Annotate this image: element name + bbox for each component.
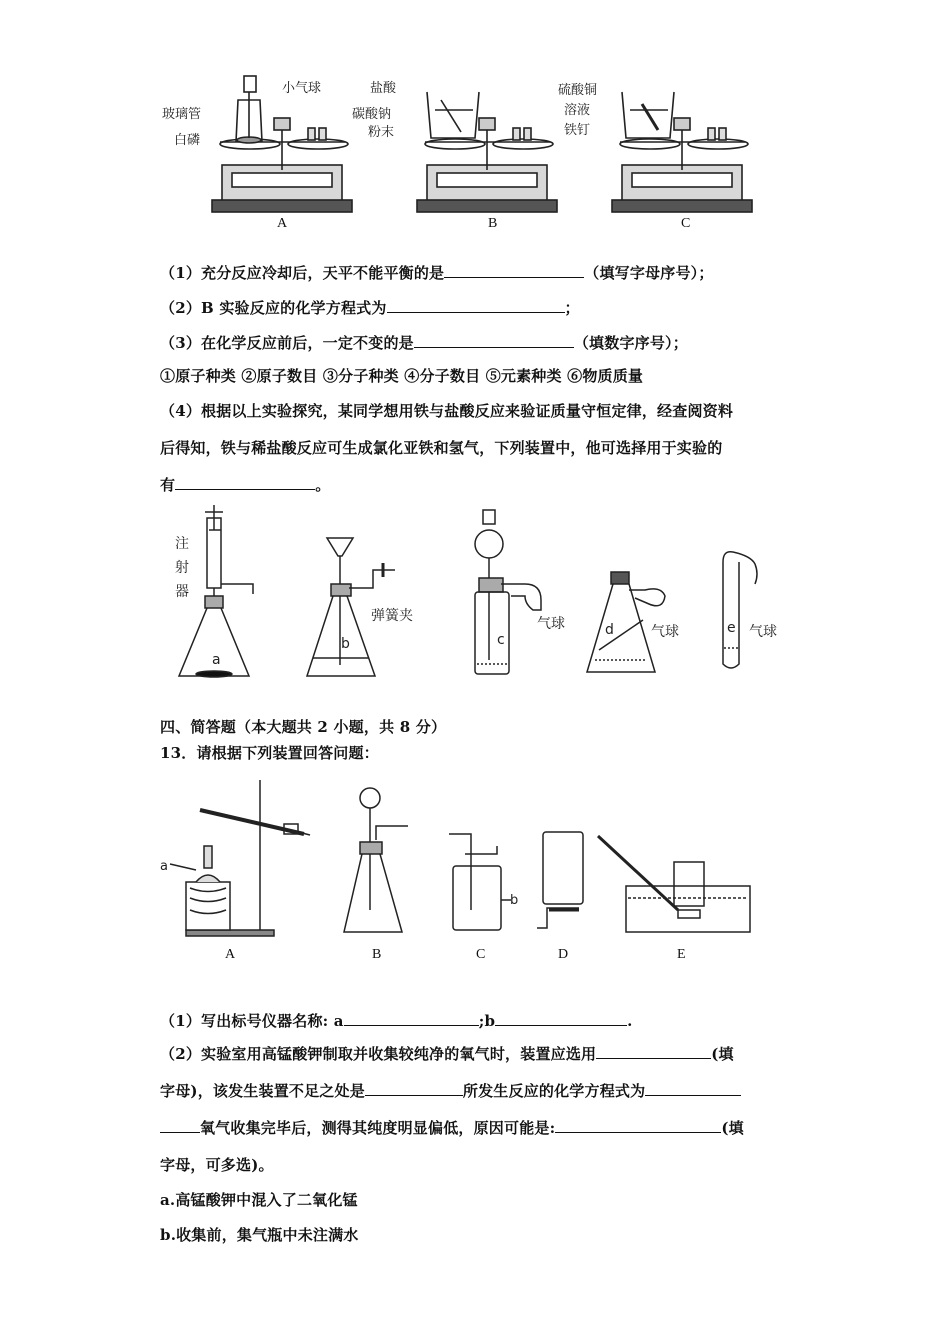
q13p2-blank-defect[interactable] xyxy=(365,1081,463,1096)
label-device-b: b xyxy=(510,893,519,908)
balance-c xyxy=(612,92,752,212)
label-balloon-c: 气球 xyxy=(537,616,565,632)
apparatus-b xyxy=(307,538,395,676)
label-small-balloon: 小气球 xyxy=(282,81,322,96)
device-b xyxy=(344,788,408,932)
question-1 xyxy=(160,262,714,283)
label-powder: 粉末 xyxy=(368,125,395,140)
caption-fig1-a: A xyxy=(277,216,288,231)
label-b: b xyxy=(341,636,350,652)
q2-text: （2）B 实验反应的化学方程式为 xyxy=(160,299,387,317)
label-balloon-e: 气球 xyxy=(749,624,777,640)
q13p2-suffix1: (填 xyxy=(711,1045,734,1063)
q13p1-blank-b[interactable] xyxy=(495,1011,627,1026)
apparatus-e xyxy=(723,552,757,668)
caption-fig3-c: C xyxy=(476,947,486,962)
question-4-line2: 后得知，铁与稀盐酸反应可生成氯化亚铁和氢气，下列装置中，他可选择用于实验的 xyxy=(160,439,723,457)
q13p1-suffix: . xyxy=(627,1012,633,1030)
q13p2-line3a: 氧气收集完毕后，测得其纯度明显偏低，原因可能是: xyxy=(200,1119,556,1137)
device-d xyxy=(537,832,583,928)
label-copper-sulfate: 硫酸铜 xyxy=(558,83,598,98)
q4-suffix: 。 xyxy=(315,476,331,494)
q13p2-blank-reason[interactable] xyxy=(555,1118,721,1133)
question-3 xyxy=(160,332,688,353)
caption-fig1-b: B xyxy=(488,216,498,231)
question-2 xyxy=(160,297,580,318)
q3-suffix: （填数字序号）； xyxy=(573,334,688,352)
balance-b xyxy=(417,92,557,212)
label-syringe-3: 器 xyxy=(175,584,189,600)
label-hydrochloric-acid: 盐酸 xyxy=(370,81,397,96)
q13p1-blank-a[interactable] xyxy=(344,1011,479,1026)
q13-part2-line1 xyxy=(160,1043,734,1064)
q1-blank[interactable] xyxy=(444,263,584,278)
q13p2-line3b: (填 xyxy=(721,1119,744,1137)
q13p2-blank-device[interactable] xyxy=(596,1044,711,1059)
q2-blank[interactable] xyxy=(387,298,565,313)
caption-fig3-a: A xyxy=(225,947,236,962)
label-balloon-d: 气球 xyxy=(651,624,679,640)
label-c: c xyxy=(497,632,505,648)
question-4-line3 xyxy=(160,474,330,495)
q13-option-b: b.收集前，集气瓶中未注满水 xyxy=(160,1226,359,1244)
q13-part2-line2 xyxy=(160,1080,741,1101)
q13p2-blank-equation-2[interactable] xyxy=(160,1118,200,1133)
label-syringe-1: 注 xyxy=(175,536,189,552)
q3-blank[interactable] xyxy=(414,333,574,348)
label-d: d xyxy=(605,622,614,638)
device-c xyxy=(449,834,511,930)
label-white-phosphorus: 白磷 xyxy=(174,133,201,148)
apparatus-figure xyxy=(165,500,795,690)
lab-devices-figure xyxy=(158,770,758,945)
question-4-line1: （4）根据以上实验探究，某同学想用铁与盐酸反应来验证质量守恒定律，经查阅资料 xyxy=(160,402,734,420)
q2-suffix: ； xyxy=(564,299,580,317)
q13-option-a: a.高锰酸钾中混入了二氧化锰 xyxy=(160,1191,358,1209)
label-a: a xyxy=(212,652,221,668)
q13p1-mid: ;b xyxy=(478,1012,496,1030)
q13-part2-line3 xyxy=(160,1117,744,1138)
label-glass-tube: 玻璃管 xyxy=(162,107,202,122)
caption-fig3-e: E xyxy=(677,947,686,962)
caption-fig1-c: C xyxy=(681,216,691,231)
q13p2-line2b: 所发生反应的化学方程式为 xyxy=(462,1082,646,1100)
q13p2-line2a: 字母)，该发生装置不足之处是 xyxy=(160,1082,365,1100)
balance-figure xyxy=(160,70,780,240)
q4-prefix: 有 xyxy=(160,476,176,494)
caption-fig3-d: D xyxy=(558,947,569,962)
label-e: e xyxy=(727,620,736,636)
caption-fig3-b: B xyxy=(372,947,382,962)
device-a xyxy=(170,780,310,936)
q13p2-prefix: （2）实验室用高锰酸钾制取并收集较纯净的氧气时，装置应选用 xyxy=(160,1045,597,1063)
q13p1-prefix: （1）写出标号仪器名称: a xyxy=(160,1012,344,1030)
question-3-options: ①原子种类 ②原子数目 ③分子种类 ④分子数目 ⑤元素种类 ⑥物质质量 xyxy=(160,367,644,385)
q13p2-blank-equation-1[interactable] xyxy=(645,1081,741,1096)
balance-a xyxy=(212,76,352,212)
q13-part2-line4: 字母，可多选)。 xyxy=(160,1156,274,1174)
q1-text: （1）充分反应冷却后，天平不能平衡的是 xyxy=(160,264,445,282)
section-heading: 四、简答题（本大题共 2 小题，共 8 分） xyxy=(160,718,447,736)
apparatus-c xyxy=(475,510,541,674)
label-syringe-2: 射 xyxy=(175,560,189,576)
q13-part1 xyxy=(160,1010,633,1031)
label-sodium-carbonate: 碳酸钠 xyxy=(352,107,392,122)
q3-text: （3）在化学反应前后，一定不变的是 xyxy=(160,334,414,352)
label-iron-nail: 铁钉 xyxy=(564,123,591,138)
label-spring-clip: 弹簧夹 xyxy=(371,608,413,624)
apparatus-d xyxy=(587,572,665,672)
q4-blank[interactable] xyxy=(175,475,315,490)
label-device-a: a xyxy=(160,859,168,874)
question-13: 13．请根据下列装置回答问题： xyxy=(160,744,379,762)
label-solution: 溶液 xyxy=(564,103,591,118)
q1-suffix: （填写字母序号）； xyxy=(584,264,714,282)
device-e xyxy=(598,836,750,932)
